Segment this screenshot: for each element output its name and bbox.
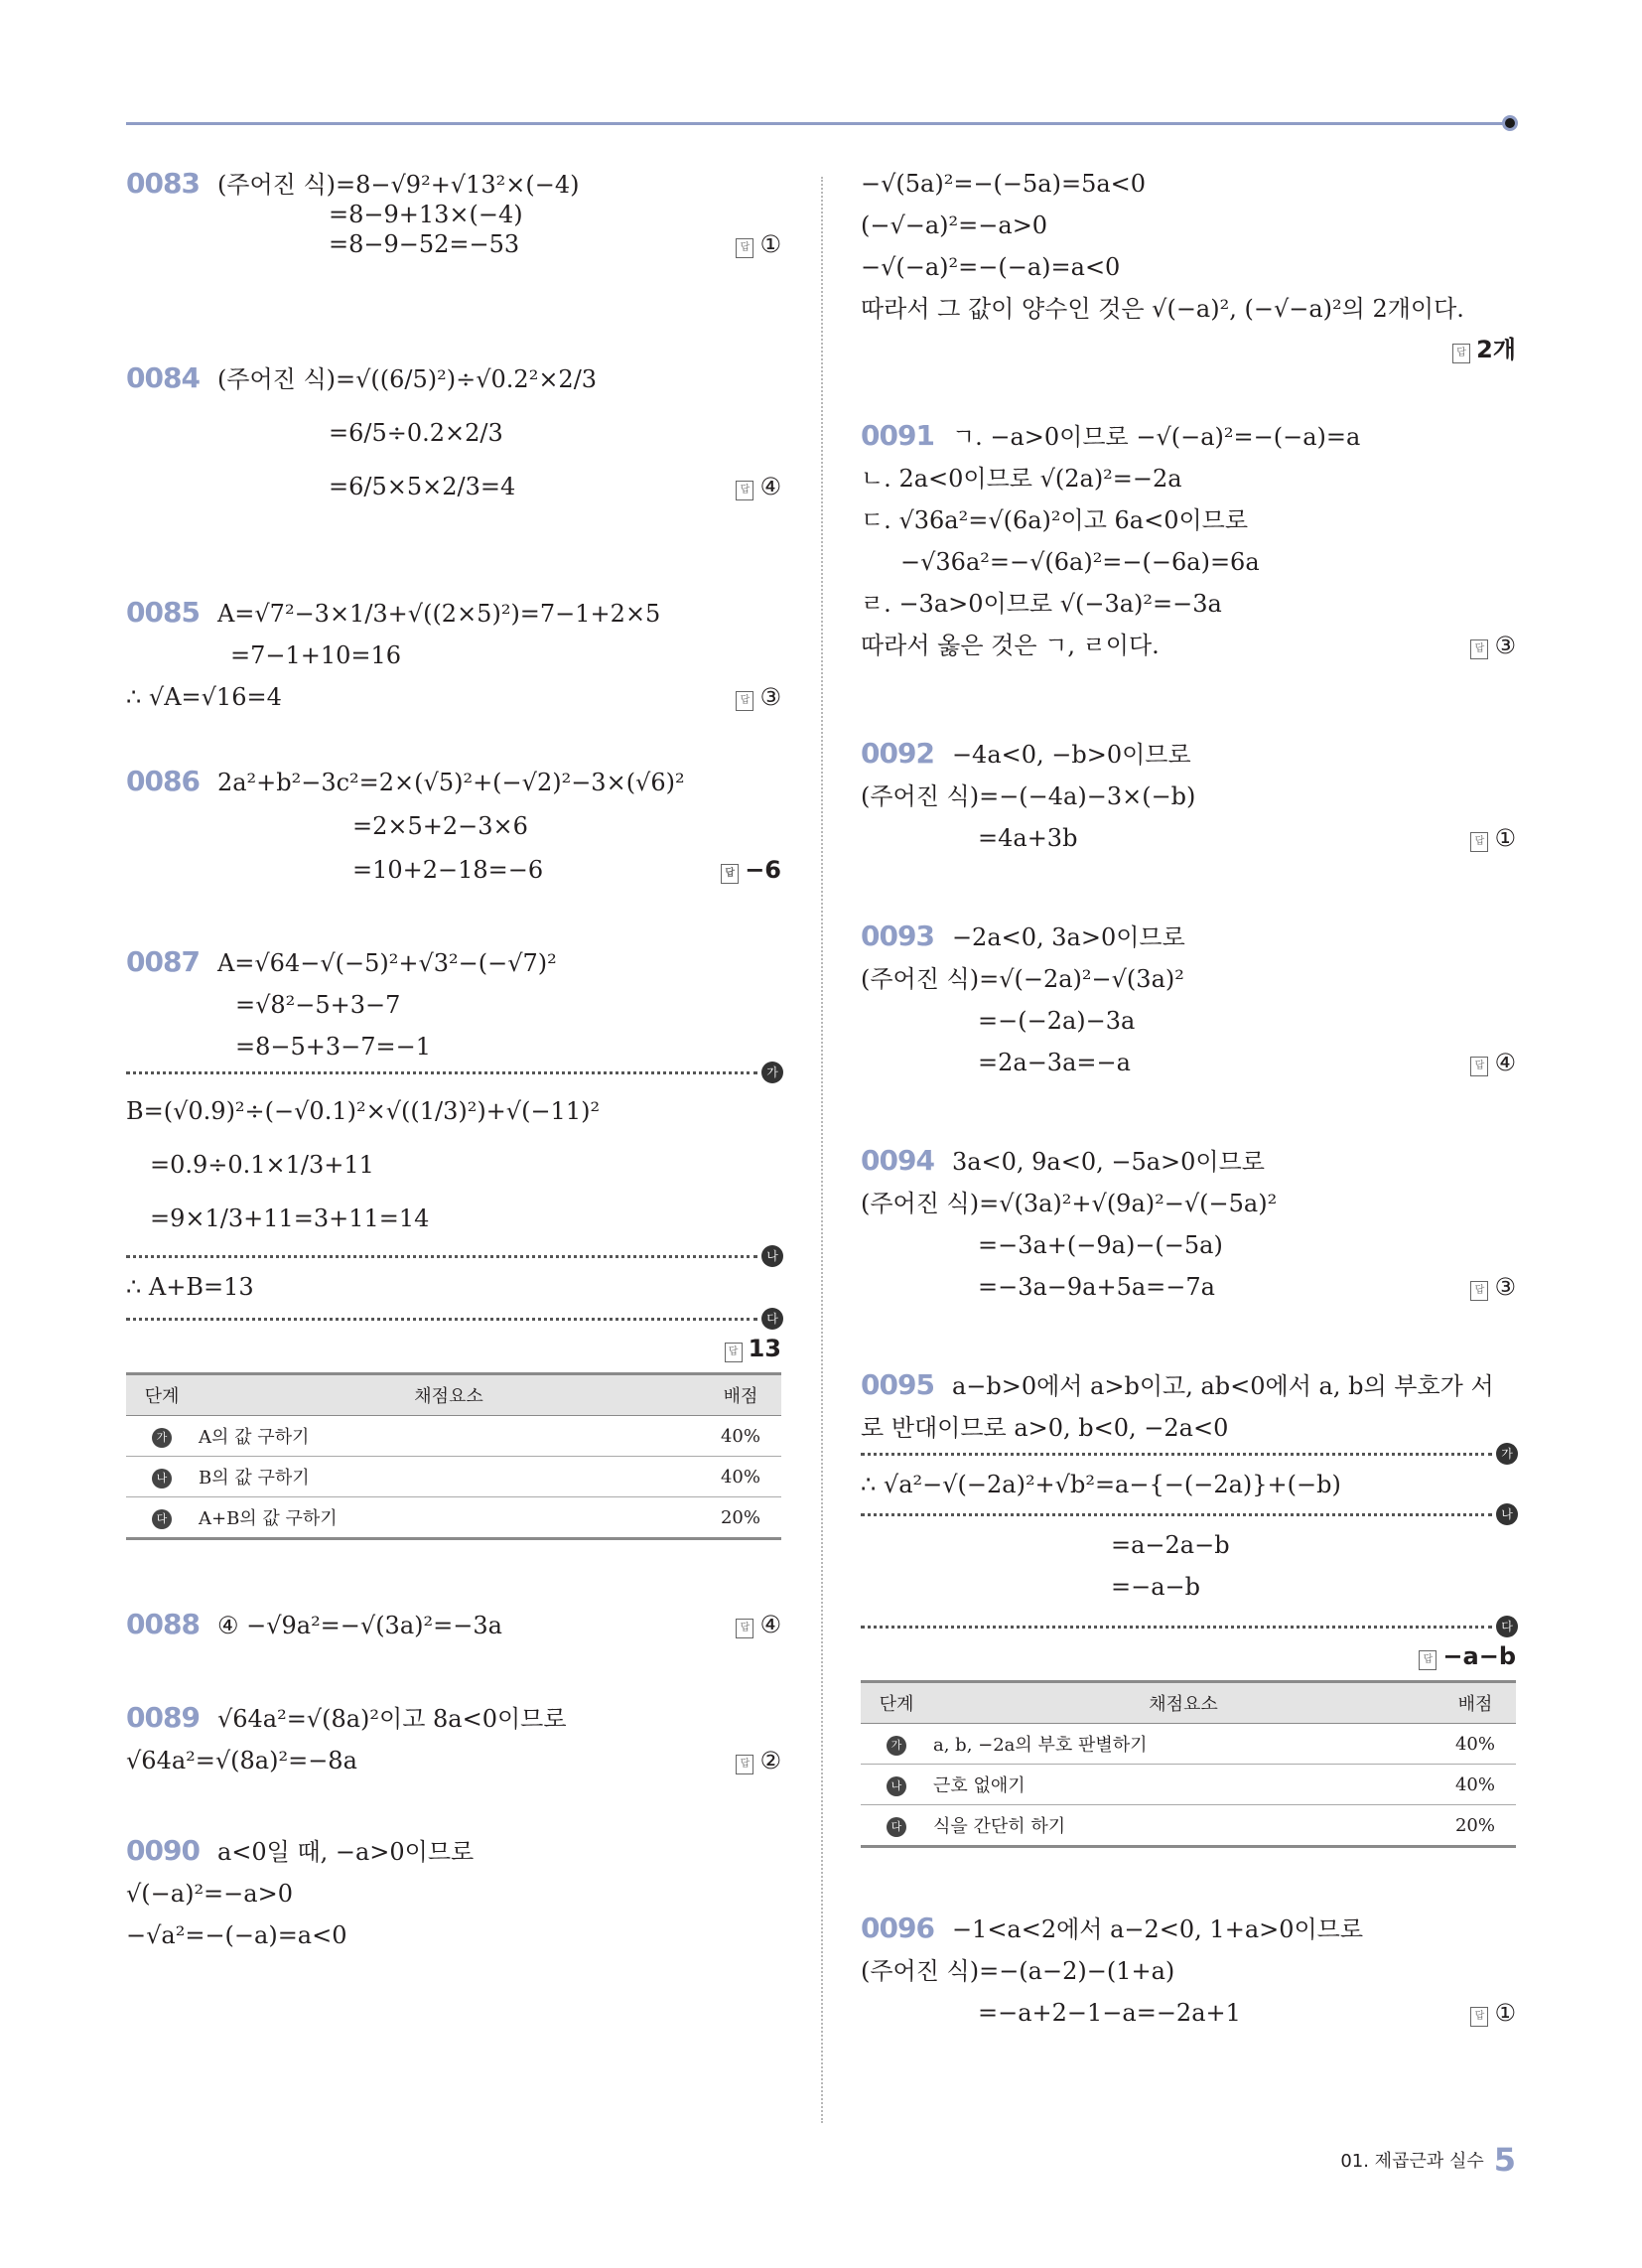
table-row: 다 식을 간단히 하기 20%	[861, 1805, 1516, 1847]
answer-mark: 답 ③	[736, 682, 781, 712]
step-separator	[126, 1249, 778, 1263]
solution-line: ∴ A+B=13	[126, 1273, 254, 1301]
solution-line: =2×5+2−3×6	[352, 812, 528, 840]
step-marker-icon: 나	[152, 1469, 172, 1488]
answer-badge-icon: 답	[1470, 2007, 1488, 2027]
problem-0088	[126, 1610, 781, 1703]
step-marker-icon: 가	[152, 1428, 172, 1448]
answer-mark: 답 2개	[861, 334, 1516, 365]
solution-line: 따라서 그 값이 양수인 것은 √(−a)², (−√−a)²의 2개이다.	[861, 295, 1464, 323]
solution-line: −√(5a)²=−(−5a)=5a<0	[861, 170, 1147, 198]
table-header-row: 단계 채점요소 배점	[861, 1682, 1516, 1724]
solution-line: =8−9−52=−53	[329, 230, 520, 258]
solution-line: (주어진 식)=√(−2a)²−√(3a)²	[861, 965, 1184, 993]
solution-line: ㄷ. √36a²=√(6a)²이고 6a<0이므로	[861, 506, 1249, 534]
solution-line: ㄴ. 2a<0이므로 √(2a)²=−2a	[861, 465, 1182, 493]
page-number: 5	[1493, 2141, 1516, 2179]
answer-mark: 답 ④	[1470, 1048, 1516, 1077]
solution-line: =10+2−18=−6	[352, 856, 544, 884]
solution-line: −4a<0, −b>0이므로	[951, 741, 1191, 769]
problem-number: 0093	[861, 920, 934, 952]
problem-number: 0095	[861, 1368, 934, 1401]
problem-number: 0096	[861, 1912, 934, 1944]
answer-badge-icon: 답	[1470, 832, 1488, 852]
solution-line: =−(−2a)−3a	[978, 1007, 1136, 1035]
solution-line: √64a²=√(8a)²이고 8a<0이므로	[216, 1705, 567, 1733]
solution-line: ∴ √a²−√(−2a)²+√b²=a−{−(−2a)}+(−b)	[861, 1471, 1341, 1498]
solution-line: =0.9÷0.1×1/3+11	[150, 1151, 374, 1179]
answer-badge-icon: 답	[736, 1755, 753, 1774]
answer-mark: 답 ②	[736, 1746, 781, 1775]
answer-mark: 답 ③	[1470, 631, 1516, 660]
solution-line: =8−5+3−7=−1	[235, 1033, 432, 1061]
solution-line: =8−9+13×(−4)	[329, 201, 523, 228]
left-column	[126, 169, 781, 1950]
solution-line: (주어진 식)=−(a−2)−(1+a)	[861, 1957, 1175, 1985]
answer-mark: 답 ①	[736, 229, 781, 259]
problem-number: 0084	[126, 361, 200, 394]
column-divider	[821, 177, 823, 2123]
scoring-table	[861, 1680, 1516, 1848]
answer-mark: 답 −6	[721, 855, 781, 885]
answer-badge-icon: 답	[736, 481, 753, 500]
solution-line: 2a²+b²−3c²=2×(√5)²+(−√2)²−3×(√6)²	[216, 769, 685, 796]
solution-line: =4a+3b	[978, 824, 1078, 852]
solution-line: A=√7²−3×1/3+√((2×5)²)=7−1+2×5	[216, 600, 661, 628]
solution-line: =6/5×5×2/3=4	[329, 473, 516, 500]
problem-0095	[861, 1370, 1516, 1848]
answer-badge-icon: 답	[736, 691, 753, 711]
problem-0090	[126, 1836, 781, 1950]
table-row: 나 B의 값 구하기 40%	[126, 1457, 781, 1497]
answer-mark: 답 ③	[1470, 1272, 1516, 1302]
problem-0092	[861, 739, 1516, 921]
answer-badge-icon: 답	[725, 1343, 743, 1362]
step-separator	[126, 1065, 778, 1079]
solution-line: −√a²=−(−a)=a<0	[126, 1921, 347, 1949]
header-rule-dot	[1502, 115, 1518, 131]
answer-mark: 답 ④	[736, 1610, 781, 1639]
problem-0090-continued	[861, 169, 1516, 421]
solution-line: =√8²−5+3−7	[235, 991, 401, 1019]
problem-number: 0088	[126, 1608, 200, 1640]
solution-line: ∴ √A=√16=4	[126, 683, 282, 711]
answer-badge-icon: 답	[1470, 1057, 1488, 1076]
page-footer	[1340, 2141, 1516, 2179]
solution-line: √64a²=√(8a)²=−8a	[126, 1747, 357, 1774]
solution-line: (−√−a)²=−a>0	[861, 212, 1048, 239]
answer-badge-icon: 답	[1452, 344, 1470, 363]
problem-0096	[861, 1914, 1516, 2028]
problem-number: 0092	[861, 737, 934, 770]
problem-number: 0089	[126, 1701, 200, 1734]
step-marker-icon: 가	[761, 1062, 783, 1083]
solution-line: =−3a−9a+5a=−7a	[978, 1273, 1215, 1301]
solution-line: ㄹ. −3a>0이므로 √(−3a)²=−3a	[861, 590, 1222, 618]
problem-0094	[861, 1146, 1516, 1370]
problem-number: 0083	[126, 167, 200, 200]
solution-line: =9×1/3+11=3+11=14	[150, 1205, 430, 1232]
answer-badge-icon: 답	[736, 238, 753, 258]
solution-line: ④ −√9a²=−√(3a)²=−3a	[216, 1612, 502, 1639]
solution-line: =−a−b	[1111, 1573, 1200, 1601]
solution-line: A=√64−√(−5)²+√3²−(−√7)²	[216, 949, 557, 977]
answer-badge-icon: 답	[1470, 1281, 1488, 1301]
answer-mark: 답 13	[126, 1333, 781, 1364]
problem-number: 0090	[126, 1834, 200, 1867]
solution-line: a<0일 때, −a>0이므로	[216, 1838, 475, 1866]
problem-0093	[861, 921, 1516, 1146]
solution-line: −√36a²=−√(6a)²=−(−6a)=6a	[900, 548, 1260, 576]
problem-0083	[126, 169, 781, 352]
step-separator	[861, 1447, 1513, 1461]
step-marker-icon: 가	[1496, 1443, 1518, 1465]
problem-0091	[861, 421, 1516, 739]
solution-line: 따라서 옳은 것은 ㄱ, ㄹ이다.	[861, 632, 1160, 659]
chapter-title: 01. 제곱근과 실수	[1340, 2151, 1484, 2172]
step-separator	[861, 1620, 1513, 1633]
step-marker-icon: 나	[761, 1245, 783, 1267]
answer-badge-icon: 답	[721, 864, 739, 884]
answer-badge-icon: 답	[1419, 1650, 1437, 1670]
solution-line: B=(√0.9)²÷(−√0.1)²×√((1/3)²)+√(−11)²	[126, 1097, 601, 1125]
problem-0089	[126, 1703, 781, 1836]
solution-line: =7−1+10=16	[230, 641, 402, 669]
table-row: 가 a, b, −2a의 부호 판별하기 40%	[861, 1724, 1516, 1765]
solution-line: −2a<0, 3a>0이므로	[951, 923, 1185, 951]
table-row: 다 A+B의 값 구하기 20%	[126, 1497, 781, 1539]
step-marker-icon: 가	[887, 1736, 906, 1756]
step-marker-icon: 다	[761, 1308, 783, 1330]
answer-mark: 답 ①	[1470, 1998, 1516, 2028]
problem-number: 0087	[126, 945, 200, 978]
solution-line: (주어진 식)=√((6/5)²)÷√0.2²×2/3	[216, 365, 598, 393]
step-marker-icon: 다	[1496, 1616, 1518, 1637]
solution-line: =−a+2−1−a=−2a+1	[978, 1999, 1241, 2027]
step-marker-icon: 나	[887, 1776, 906, 1796]
solution-line: =2a−3a=−a	[978, 1049, 1131, 1076]
problem-number: 0091	[861, 419, 934, 452]
header-rule	[126, 122, 1509, 125]
step-marker-icon: 다	[887, 1817, 906, 1837]
problem-0087	[126, 947, 781, 1540]
answer-badge-icon: 답	[1470, 639, 1488, 659]
problem-0084	[126, 352, 781, 586]
table-row: 가 A의 값 구하기 40%	[126, 1416, 781, 1457]
solution-line: =a−2a−b	[1111, 1531, 1230, 1559]
solution-line: 3a<0, 9a<0, −5a>0이므로	[951, 1148, 1265, 1176]
step-separator	[861, 1507, 1513, 1521]
answer-badge-icon: 답	[736, 1619, 753, 1638]
solution-line: ㄱ. −a>0이므로 −√(−a)²=−(−a)=a	[951, 423, 1361, 451]
problem-number: 0086	[126, 765, 200, 797]
solution-line: 로 반대이므로 a>0, b<0, −2a<0	[861, 1414, 1229, 1442]
solution-line: =−3a+(−9a)−(−5a)	[978, 1231, 1223, 1259]
step-separator	[126, 1312, 778, 1326]
problem-0085	[126, 586, 781, 767]
solution-line: (주어진 식)=√(3a)²+√(9a)²−√(−5a)²	[861, 1190, 1278, 1217]
table-row: 나 근호 없애기 40%	[861, 1765, 1516, 1805]
table-header-row: 단계 채점요소 배점	[126, 1374, 781, 1416]
scoring-table	[126, 1372, 781, 1540]
solution-line: (주어진 식)=8−√9²+√13²×(−4)	[216, 171, 580, 199]
answer-mark: 답 −a−b	[861, 1640, 1516, 1672]
step-marker-icon: 다	[152, 1509, 172, 1529]
solution-line: (주어진 식)=−(−4a)−3×(−b)	[861, 782, 1196, 810]
solution-line: √(−a)²=−a>0	[126, 1880, 293, 1908]
answer-mark: 답 ①	[1470, 823, 1516, 853]
solution-line: a−b>0에서 a>b이고, ab<0에서 a, b의 부호가 서	[951, 1372, 1494, 1400]
solution-line: −√(−a)²=−(−a)=a<0	[861, 253, 1121, 281]
problem-0086	[126, 767, 781, 947]
solution-line: =6/5÷0.2×2/3	[329, 419, 503, 447]
answer-mark: 답 ④	[736, 470, 781, 503]
step-marker-icon: 나	[1496, 1503, 1518, 1525]
solution-line: −1<a<2에서 a−2<0, 1+a>0이므로	[951, 1915, 1364, 1943]
problem-number: 0094	[861, 1144, 934, 1177]
problem-number: 0085	[126, 596, 200, 629]
right-column	[861, 169, 1516, 2028]
